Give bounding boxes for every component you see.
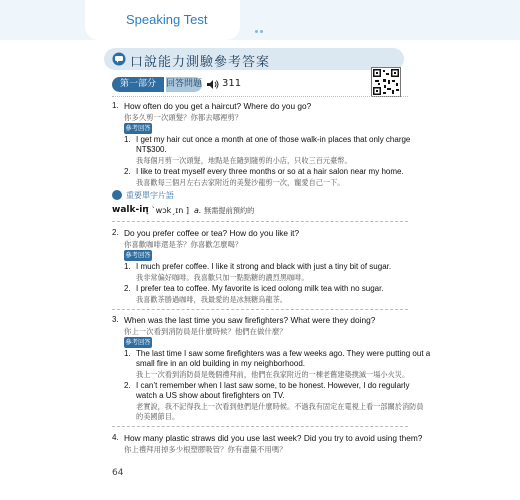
question-text: How many plastic straws did you use last week? Did you try to avoid using them? bbox=[124, 433, 423, 443]
answer-text: watch a US show about firefighters on TV. bbox=[136, 391, 285, 400]
answer-number: 1. bbox=[124, 135, 131, 144]
answer-tag: 參考回答 bbox=[125, 339, 151, 346]
answer-translation: 我喜歡茶勝過咖啡，我最愛的是冰無糖烏龍茶。 bbox=[136, 295, 287, 304]
divider bbox=[112, 221, 408, 222]
answer-tag: 參考回答 bbox=[125, 252, 151, 259]
divider bbox=[112, 309, 408, 310]
audio-track-number: 311 bbox=[222, 78, 242, 89]
divider bbox=[112, 426, 408, 427]
vocab-pronunciation: [ ˋwɔkˏɪn ] bbox=[146, 206, 189, 215]
vocab-part-of-speech: a. bbox=[194, 206, 202, 215]
answer-text: I can’t remember when I last saw some, to be honest. However, I do regularly bbox=[136, 381, 410, 390]
answer-translation: 我每個月剪一次頭髮，地點是在隨到隨剪的小店，只收三百元臺幣。 bbox=[136, 156, 352, 165]
vocab-word: walk-in bbox=[112, 205, 149, 215]
speech-bubble-icon bbox=[112, 52, 126, 66]
answer-translation: 的美國節目。 bbox=[136, 412, 180, 421]
qr-code[interactable] bbox=[371, 67, 401, 97]
answer-tag: 參考回答 bbox=[125, 125, 151, 132]
answer-number: 1. bbox=[124, 262, 131, 271]
question-translation: 你上禮拜用掉多少根塑膠吸管？你有盡量不用嗎？ bbox=[124, 445, 287, 454]
header-title: Speaking Test bbox=[126, 12, 208, 27]
question-number: 4. bbox=[112, 433, 119, 442]
part-sub-label: 回答問題 bbox=[166, 77, 202, 92]
vocab-icon bbox=[112, 190, 122, 200]
page-number: 64 bbox=[112, 468, 124, 478]
answer-translation: 我上一次看到消防員是幾個禮拜前，他們在我家附近的一棟老舊建築撲滅一場小火災。 bbox=[136, 370, 410, 379]
question-number: 1. bbox=[112, 101, 119, 110]
vocab-heading: 重要單字片語 bbox=[126, 191, 174, 200]
answer-translation: 老實說，我不記得我上一次看到他們是什麼時候。不過我有固定在電視上看一部關於消防員 bbox=[136, 402, 424, 411]
question-translation: 你喜歡咖啡還是茶？你喜歡怎麼喝？ bbox=[124, 240, 243, 249]
answer-number: 2. bbox=[124, 284, 131, 293]
answer-number: 1. bbox=[124, 349, 131, 358]
answer-translation: 我喜歡每三個月左右去家附近的美髮沙龍剪一次，寵愛自己一下。 bbox=[136, 178, 345, 187]
audio-icon bbox=[207, 79, 219, 90]
question-translation: 你多久剪一次頭髮？你都去哪裡剪？ bbox=[124, 113, 243, 122]
part-badge: 第一部分 bbox=[112, 77, 164, 92]
answer-text: I prefer tea to coffee. My favorite is iced oolong milk tea with no sugar. bbox=[136, 284, 384, 293]
question-translation: 你上一次看到消防員是什麼時候？他們在做什麼？ bbox=[124, 327, 287, 336]
answer-text: I get my hair cut once a month at one of those walk-in places that only charge bbox=[136, 135, 411, 144]
question-number: 3. bbox=[112, 315, 119, 324]
answer-text: I much prefer coffee. I like it strong and black with just a tiny bit of sugar. bbox=[136, 262, 392, 271]
section-rule bbox=[112, 96, 408, 97]
question-text: Do you prefer coffee or tea? How do you like it? bbox=[124, 228, 300, 238]
question-number: 2. bbox=[112, 228, 119, 237]
answer-number: 2. bbox=[124, 167, 131, 176]
header-dots bbox=[255, 18, 265, 24]
answer-translation: 我非常偏好咖啡。我喜歡只加一點點糖的濃烈黑咖啡。 bbox=[136, 273, 309, 282]
question-text: When was the last time you saw firefighters? What were they doing? bbox=[124, 315, 376, 325]
question-text: How often do you get a haircut? Where do you go? bbox=[124, 101, 312, 111]
section-title: 口說能力測驗參考答案 bbox=[130, 55, 271, 70]
answer-text: The last time I saw some firefighters was a few weeks ago. They were putting out a bbox=[136, 349, 431, 358]
vocab-definition: 無需提前預約的 bbox=[204, 206, 255, 215]
answer-text: small fire in an old building in my neighborhood. bbox=[136, 359, 305, 368]
answer-text: I like to treat myself every three months or so at a hair salon near my home. bbox=[136, 167, 404, 176]
answer-number: 2. bbox=[124, 381, 131, 390]
answer-text: NT$300. bbox=[136, 145, 167, 154]
